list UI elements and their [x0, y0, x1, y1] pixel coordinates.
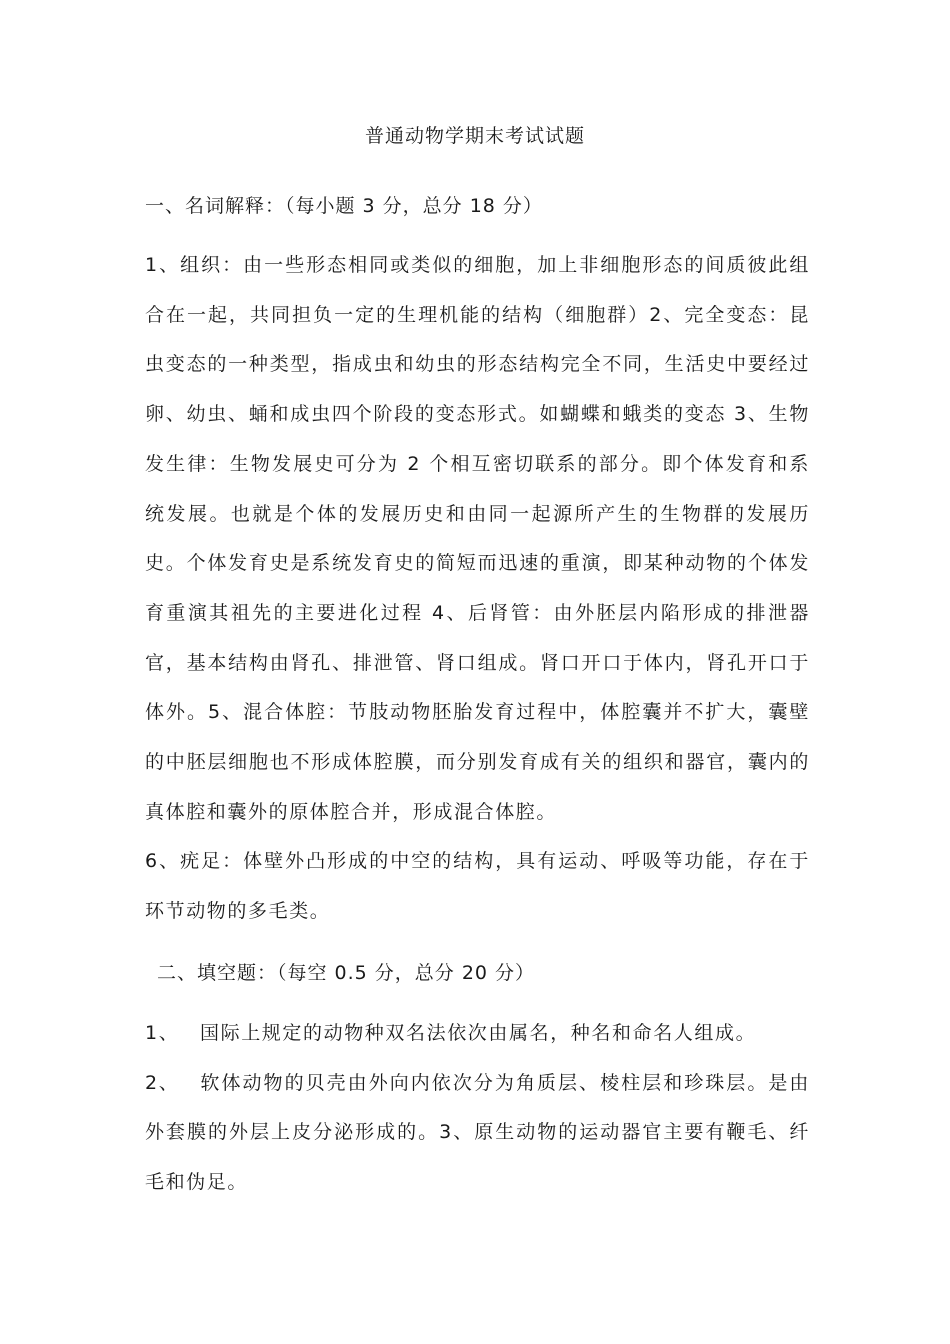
item-number: 1、: [145, 1021, 180, 1044]
item-number: 2、: [145, 1071, 180, 1094]
document-title: 普通动物学期末考试试题: [364, 125, 585, 147]
section-2-heading: 二、填空题：（每空 0.5 分，总分 20 分）: [157, 961, 536, 984]
section-1-paragraph: 1、组织：由一些形态相同或类似的细胞，加上非细胞形态的间质彼此组合在一起，共同担负一定的生理机能的结构（细胞群）2、完全变态：昆虫变态的一种类型，指成虫和幼虫的形态结构完全不同，生活史中要经过卵、幼虫、蛹和成虫四个阶段的变态形式。如蝴蝶和蛾类的变态 3、生物发生律：生物发展史可分为 2 个相互密切联系的部分。即个体发育和系统发展。也就是个体的发展历史和由同一起源所产生的生物群的发展历史。个体发育史是系统发育史的简短而迅速的重演，即某种动物的个体发育重演其祖先的主要进化过程 4、后肾管：由外胚层内陷形成的排泄器官，基本结构由肾孔、排泄管、肾口组成。肾口开口于体内，肾孔开口于体外。5、混合体腔：节肢动物胚胎发育过程中，体腔囊并不扩大，囊壁的中胚层细胞也不形成体腔膜，而分别发育成有关的组织和器官，囊内的真体腔和囊外的原体腔合并，形成混合体腔。: [145, 254, 810, 823]
item-text: 国际上规定的动物种双名法依次由属名，种名和命名人组成。: [200, 1021, 757, 1044]
section-1-heading: 一、名词解释：（每小题 3 分，总分 18 分）: [145, 195, 543, 217]
fill-in-item: [145, 1059, 810, 1208]
document-body: [145, 192, 810, 1208]
section-1-paragraph: 6、疣足：体壁外凸形成的中空的结构，具有运动、呼吸等功能，存在于环节动物的多毛类。: [145, 850, 810, 923]
fill-in-item: [145, 1009, 810, 1059]
item-text: 软体动物的贝壳由外向内依次分为角质层、棱柱层和珍珠层。是由外套膜的外层上皮分泌形成的。3、原生动物的运动器官主要有鞭毛、纤毛和伪足。: [145, 1071, 810, 1193]
